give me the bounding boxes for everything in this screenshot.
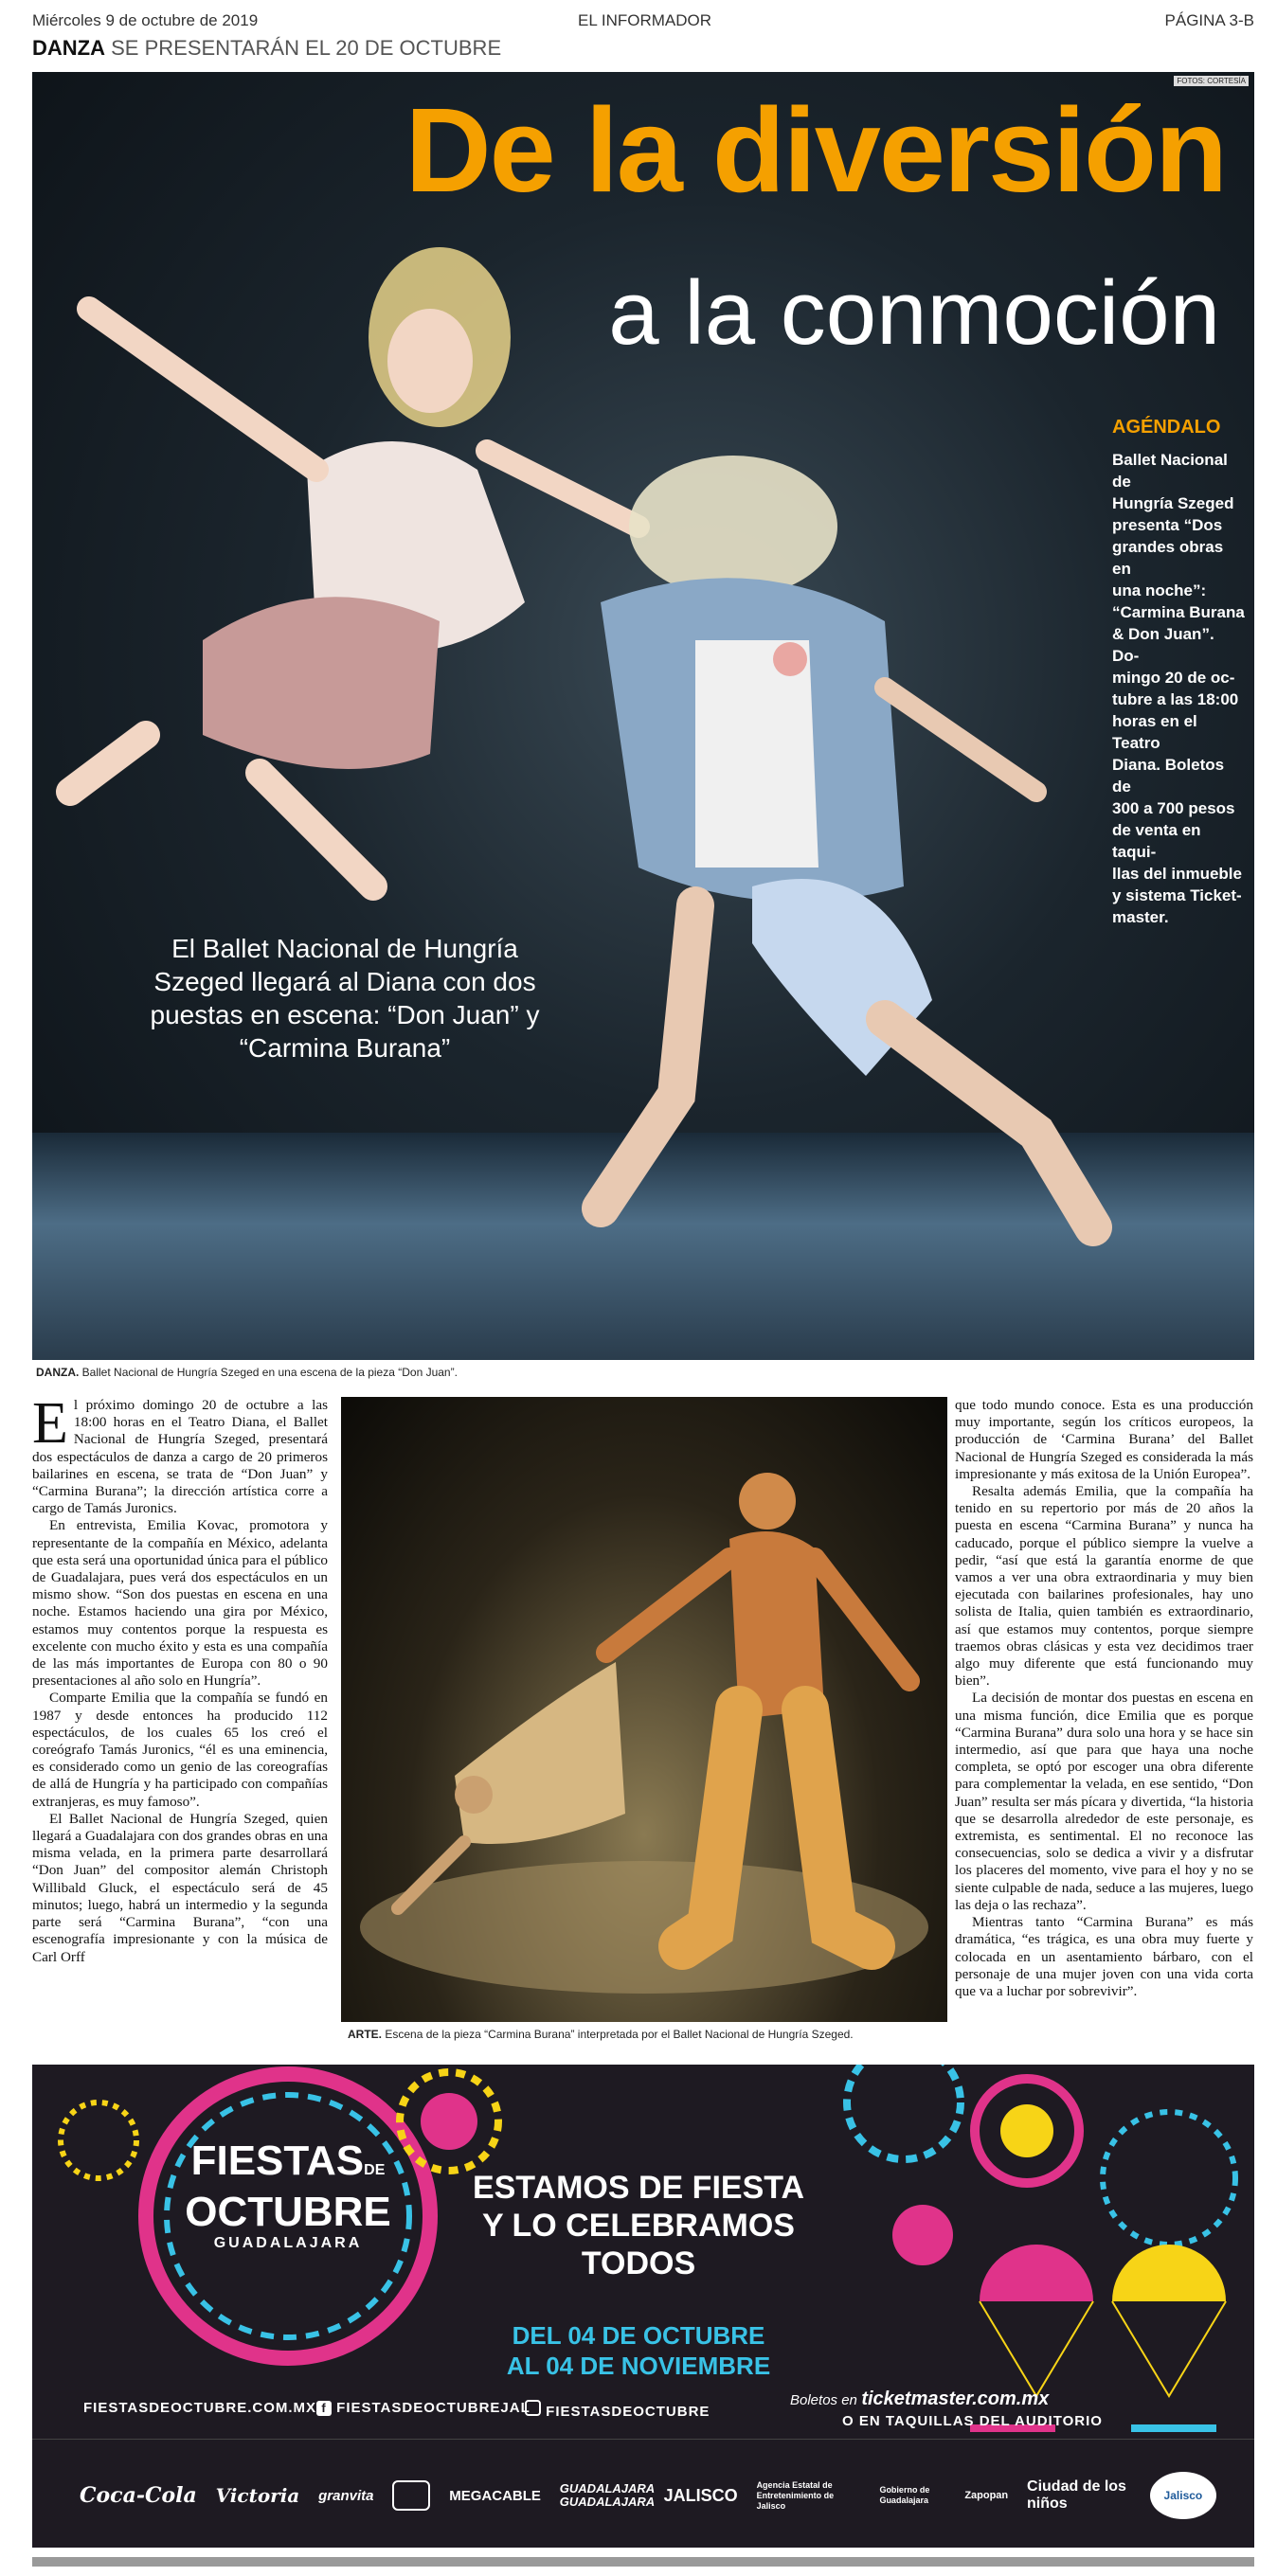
- sponsor-zapopan: Zapopan: [964, 2490, 1009, 2501]
- page-number: PÁGINA 3-B: [1164, 11, 1254, 29]
- photo-caption-text: Escena de la pieza “Carmina Burana” interpretada por el Ballet Nacional de Hungría Szeged.: [385, 2028, 854, 2041]
- instagram-icon: [525, 2400, 541, 2416]
- ticketmaster-link[interactable]: ticketmaster.com.mx: [861, 2388, 1050, 2409]
- ad-dates: DEL 04 DE OCTUBRE AL 04 DE NOVIEMBRE: [506, 2321, 771, 2380]
- sponsor-jalisco: JALISCO: [663, 2485, 738, 2505]
- issue-date: Miércoles 9 de octubre de 2019: [32, 11, 259, 29]
- bottom-rule: [32, 2557, 1254, 2567]
- hero-caption-label: DANZA.: [36, 1366, 80, 1379]
- carmina-photo: [341, 1397, 947, 2022]
- sponsor-jalisco-seal: Jalisco: [1150, 2472, 1216, 2519]
- fiestas-octubre-ad: [32, 2065, 1254, 2548]
- sponsor-agencia: Agencia Estatal de Entretenimiento de Jalisco: [756, 2479, 835, 2511]
- photo-caption-label: ARTE.: [348, 2028, 382, 2041]
- photo-credit: FOTOS: CORTESÍA: [1174, 76, 1249, 86]
- ad-headline: ESTAMOS DE FIESTA Y LO CELEBRAMOS TODOS: [472, 2170, 805, 2281]
- ad-logo: FIESTASDE OCTUBRE GUADALAJARA: [185, 2138, 391, 2251]
- ad-website[interactable]: FIESTASDEOCTUBRE.COM.MX: [83, 2400, 317, 2416]
- facebook-icon: f: [316, 2401, 332, 2416]
- sponsor-granvita: granvita: [318, 2487, 374, 2504]
- sponsor-cocacola: Coca-Cola: [80, 2483, 197, 2508]
- hero-photo: [32, 72, 1254, 1360]
- article-paragraph: l próximo domingo 20 de octubre a las 18:00 horas en el Teatro Diana, el Ballet Nacional de Hungría Szeged, presentará dos espectáculos de danza a cargo de 20 primeros bailarines en escena, se trata de “Don Juan” y “Carmina Burana”; la dirección artística corre a cargo de Tamás Juronics.: [32, 1397, 328, 1517]
- ad-instagram[interactable]: FIESTASDEOCTUBRE: [525, 2400, 710, 2420]
- newspaper-name: EL INFORMADOR: [578, 11, 712, 29]
- photo-caption: [348, 2028, 954, 2041]
- sponsor-victoria: Victoria: [215, 2484, 300, 2507]
- article-paragraph: Mientras tanto “Carmina Burana” es más dramática, “es trágica, es una obra muy fuerte y colocada en un asentamiento bárbaro, con el personaje de una mujer joven con una vida corta que va a luchar por sobrevivir”.: [955, 1914, 1253, 1999]
- article-paragraph: El Ballet Nacional de Hungría Szeged, quien llegará a Guadalajara con dos grandes obras en una misma velada, en la primera parte desarrollará “Don Juan” del compositor alemán Christoph Willibald Gluck, el espectáculo será de 45 minutos; luego, habrá un intermedio y la segunda parte será “Carmina Burana”, “con una escenografía impresionante y con la música de Carl Orff: [32, 1810, 328, 1965]
- article-paragraph: que todo mundo conoce. Esta es una producción muy importante, según los críticos europeos, la producción de ‘Carmina Burana’ del Ballet Nacional de Hungría Szeged es considerada la más impresionante y más exitosa de la Unión Europea”.: [955, 1397, 1253, 1482]
- section-name: DANZA: [32, 36, 105, 60]
- article-paragraph: Comparte Emilia que la compañía se fundó en 1987 y desde entonces ha producido 112 espectáculos, de los cuales 65 los creó el coreógrafo Tamás Juronics, “él es una eminencia, es considerado como un genio de las coreografías de allá de Hungría y ha participado con compañías extranjeras, es muy famoso”.: [32, 1690, 328, 1810]
- subheadline: a la conmoción: [608, 262, 1220, 364]
- carmina-dancers-illustration: [341, 1397, 947, 2022]
- sponsor-emblem-icon: [392, 2480, 430, 2511]
- article-paragraph: Resalta además Emilia, que la compañía ha tenido en su repertorio por más de 20 años la puesta en escena “Carmina Burana” y nunca ha caducado, porque el público siempre la vuelve a pedir, “así que está la garantía enorme de que vamos a ver una obra extraordinaria y muy bien ejecutada con bailarines profesionales, hay uno solista de Italia, quien también es extraordinario, así que estamos muy contentos, porque siempre traemos obras clásicas y esta vez decidimos traer algo muy diferente que está funcionando muy bien”.: [955, 1483, 1253, 1690]
- sponsor-logos: [80, 2472, 1216, 2519]
- article-column-1: [32, 1397, 328, 2050]
- sponsor-megacable: MEGACABLE: [449, 2487, 541, 2504]
- sponsor-gobierno-guadalajara: Gobierno de Guadalajara: [879, 2485, 930, 2505]
- agendalo-body: Ballet Nacional de Hungría Szeged presenta “Dos grandes obras en una noche”: “Carmina Burana & Don Juan”. Do- mingo 20 de oc- tubre a las 18:00 horas en el Teatro Diana. Boletos de 300 a 700 pesos de venta en taqui- llas del inmueble y sistema Ticket- master.: [1112, 451, 1245, 926]
- sponsor-guadalajara: GUADALAJARA GUADALAJARA: [559, 2481, 656, 2509]
- agendalo-title: AGÉNDALO: [1112, 417, 1221, 438]
- deck: El Ballet Nacional de Hungría Szeged llegará al Diana con dos puestas en escena: “Don Juan” y “Carmina Burana”: [150, 934, 540, 1063]
- headline: De la diversión: [405, 83, 1226, 217]
- drop-cap: E: [32, 1397, 68, 1456]
- hero-caption: [36, 1366, 458, 1379]
- section-subtitle: SE PRESENTARÁN EL 20 DE OCTUBRE: [111, 36, 502, 60]
- ad-tickets-alt: O EN TAQUILLAS DEL AUDITORIO: [842, 2413, 1103, 2429]
- article-paragraph: En entrevista, Emilia Kovac, promotora y representante de la compañía en México, adelanta que esta será una oportunidad única para el público de Guadalajara, pues verá dos espectáculos en un mismo show. “Son dos puestas en escena en una noche. Estamos haciendo una gira por México, estamos muy contentos porque la respuesta es excelente con mucho éxito y esta es una compañía de las más importantes de Europa con 80 o 90 presentaciones al año solo en Hungría”.: [32, 1517, 328, 1690]
- article-column-3: [955, 1397, 1253, 2050]
- ad-facebook[interactable]: f FIESTASDEOCTUBREJAL: [316, 2400, 531, 2416]
- section-header: [32, 36, 501, 61]
- sponsor-ciudad-ninos: Ciudad de los niños: [1027, 2478, 1126, 2512]
- ad-tickets: Boletos en ticketmaster.com.mx: [790, 2388, 1050, 2409]
- article-paragraph: La decisión de montar dos puestas en escena en una misma función, dice Emilia que es porque “Carmina Burana” dura solo una hora y se hace sin intermedio, así que para que haya una noche completa, se optó por escoger una obra diferente para complementar la velada, en ese sentido, “Don Juan” resulta ser más pícara y divertida, “la historia que se desarrolla alrededor de este personaje, es extremista, es sentimental. El no reconoce las consecuencias, solo se dedica a vivir y a disfrutar los placeres del momento, vive para el hoy y no se siente culpable de nada, seduce a las mujeres, luego las deja o las rechaza”.: [955, 1690, 1253, 1913]
- hero-caption-text: Ballet Nacional de Hungría Szeged en una escena de la pieza “Don Juan”.: [81, 1366, 458, 1379]
